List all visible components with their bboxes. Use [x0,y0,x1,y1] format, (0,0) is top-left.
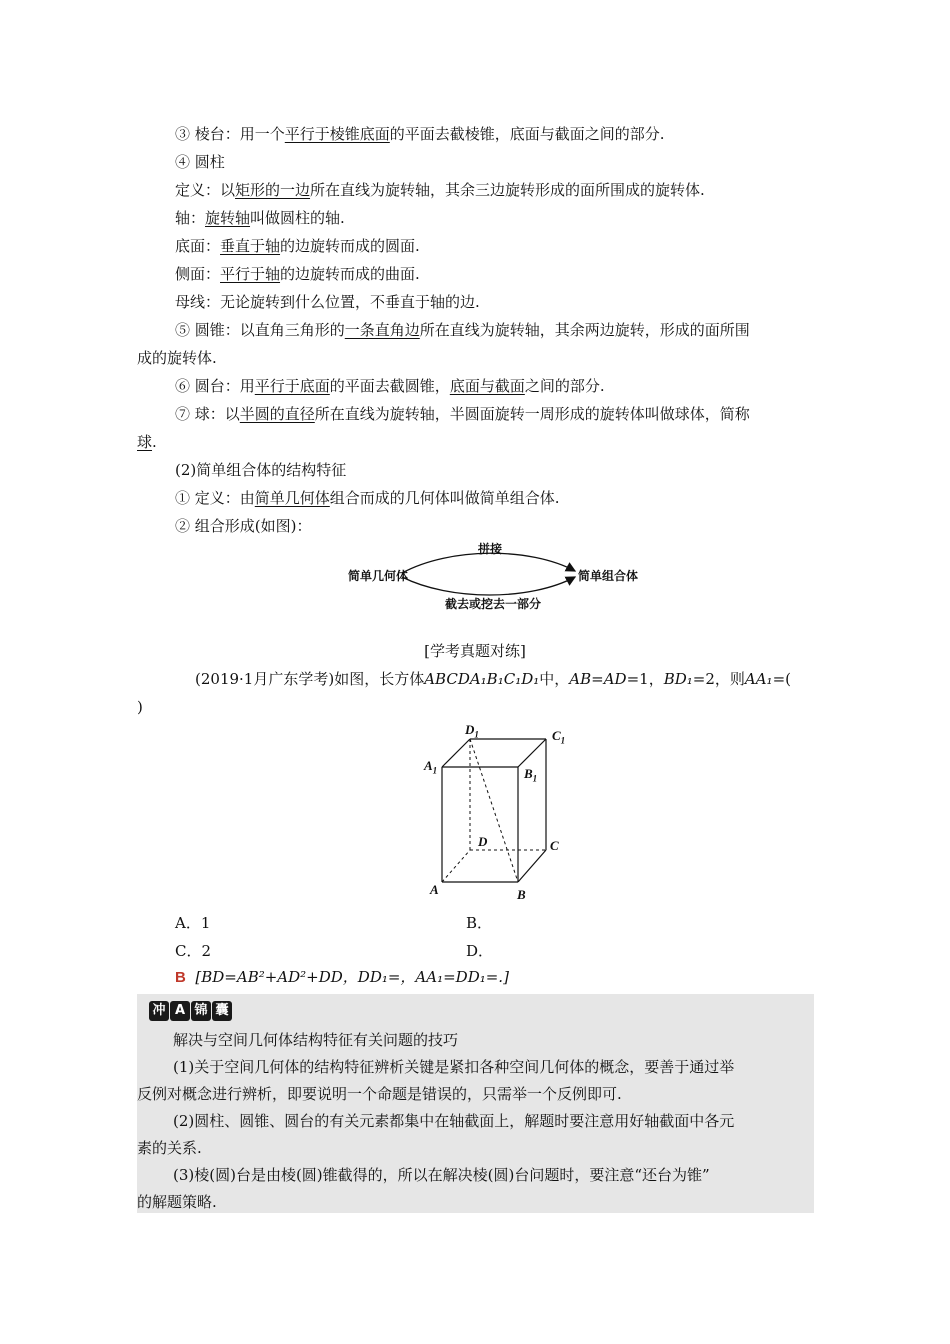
cuboid-drawing [420,722,580,904]
diagram-top-label: 拼接 [478,542,503,556]
option-b[interactable]: B． [466,914,493,932]
vertex-b: B [517,887,526,902]
sphere-definition-cont: 球. [137,433,157,451]
badge-char: 囊 [212,1001,232,1021]
tips-title: 解决与空间几何体结构特征有关问题的技巧 [173,1031,459,1049]
truncated-cone-definition: ⑥ 圆台：用平行于底面的平面去截圆锥，底面与截面之间的部分. [175,377,605,395]
cylinder-definition: 定义：以矩形的一边所在直线为旋转轴，其余三边旋转形成的面所围成的旋转体. [175,181,705,199]
practice-title: [学考真题对练] [424,642,526,660]
combination-formation: ② 组合形成(如图)： [175,517,312,535]
question-text: (2019·1月广东学考)如图，长方体ABCDA₁B₁C₁D₁中，AB=AD=1，BD₁=2，则AA₁=( [195,670,791,688]
tips-p1: (1)关于空间几何体的结构特征辨析关键是紧扣各种空间几何体的概念，要善于通过举 [173,1058,735,1076]
cone-definition: ⑤ 圆锥：以直角三角形的一条直角边所在直线为旋转轴，其余两边旋转，形成的面所围 [175,321,750,339]
section-heading: (2)简单组合体的结构特征 [175,461,347,479]
badge-char: A [170,1001,190,1021]
diagram-bottom-label: 截去或挖去一部分 [445,597,542,611]
badge-char: 锦 [191,1001,211,1021]
cone-definition-cont: 成的旋转体. [137,349,217,367]
option-a[interactable]: A．1 [175,914,211,932]
diagram-right-label: 简单组合体 [578,569,639,583]
sphere-definition: ⑦ 球：以半圆的直径所在直线为旋转轴，半圆面旋转一周形成的旋转体叫做球体，简称 [175,405,750,423]
tips-p2: (2)圆柱、圆锥、圆台的有关元素都集中在轴截面上，解题时要注意用好轴截面中各元 [173,1112,735,1130]
cylinder-generatrix: 母线：无论旋转到什么位置，不垂直于轴的边. [175,293,480,311]
tips-box [137,994,814,1213]
cuboid-figure [420,722,580,904]
cylinder-axis: 轴：旋转轴叫做圆柱的轴. [175,209,345,227]
tips-badge [149,1001,232,1021]
vertex-b1: $B_1$ [524,766,538,784]
option-c[interactable]: C．2 [175,942,212,960]
combination-diagram [340,535,650,615]
tips-p3: (3)棱(圆)台是由棱(圆)锥截得的，所以在解决棱(圆)台问题时，要注意“还台为锥” [173,1166,710,1184]
tips-p2-cont: 素的关系. [137,1139,202,1157]
vertex-c1: $C_1$ [552,728,566,746]
tips-p1-cont: 反例对概念进行辨析，即要说明一个命题是错误的，只需举一个反例即可. [137,1085,622,1103]
vertex-c: C [550,838,559,853]
answer-line [175,966,509,989]
frustum-definition: ③ 棱台：用一个平行于棱锥底面的平面去截棱锥，底面与截面之间的部分. [175,125,665,143]
answer-explanation: [BD=AB²+AD²+DD，DD₁=，AA₁=DD₁=.] [195,968,509,986]
vertex-a1: $A_1$ [424,758,438,776]
vertex-d1: $D_1$ [465,722,479,740]
cylinder-heading: ④ 圆柱 [175,153,225,171]
question-close: ) [137,698,143,716]
combination-definition: ① 定义：由简单几何体组合而成的几何体叫做简单组合体. [175,489,560,507]
badge-char: 冲 [149,1001,169,1021]
cylinder-base: 底面：垂直于轴的边旋转而成的圆面. [175,237,420,255]
option-d[interactable]: D． [466,942,494,960]
answer-letter: B [175,969,186,986]
vertex-d: D [478,834,488,849]
tips-p3-cont: 的解题策略. [137,1193,217,1211]
vertex-a: A [430,882,439,897]
diagram-left-label: 简单几何体 [348,569,409,583]
cylinder-side: 侧面：平行于轴的边旋转而成的曲面. [175,265,420,283]
